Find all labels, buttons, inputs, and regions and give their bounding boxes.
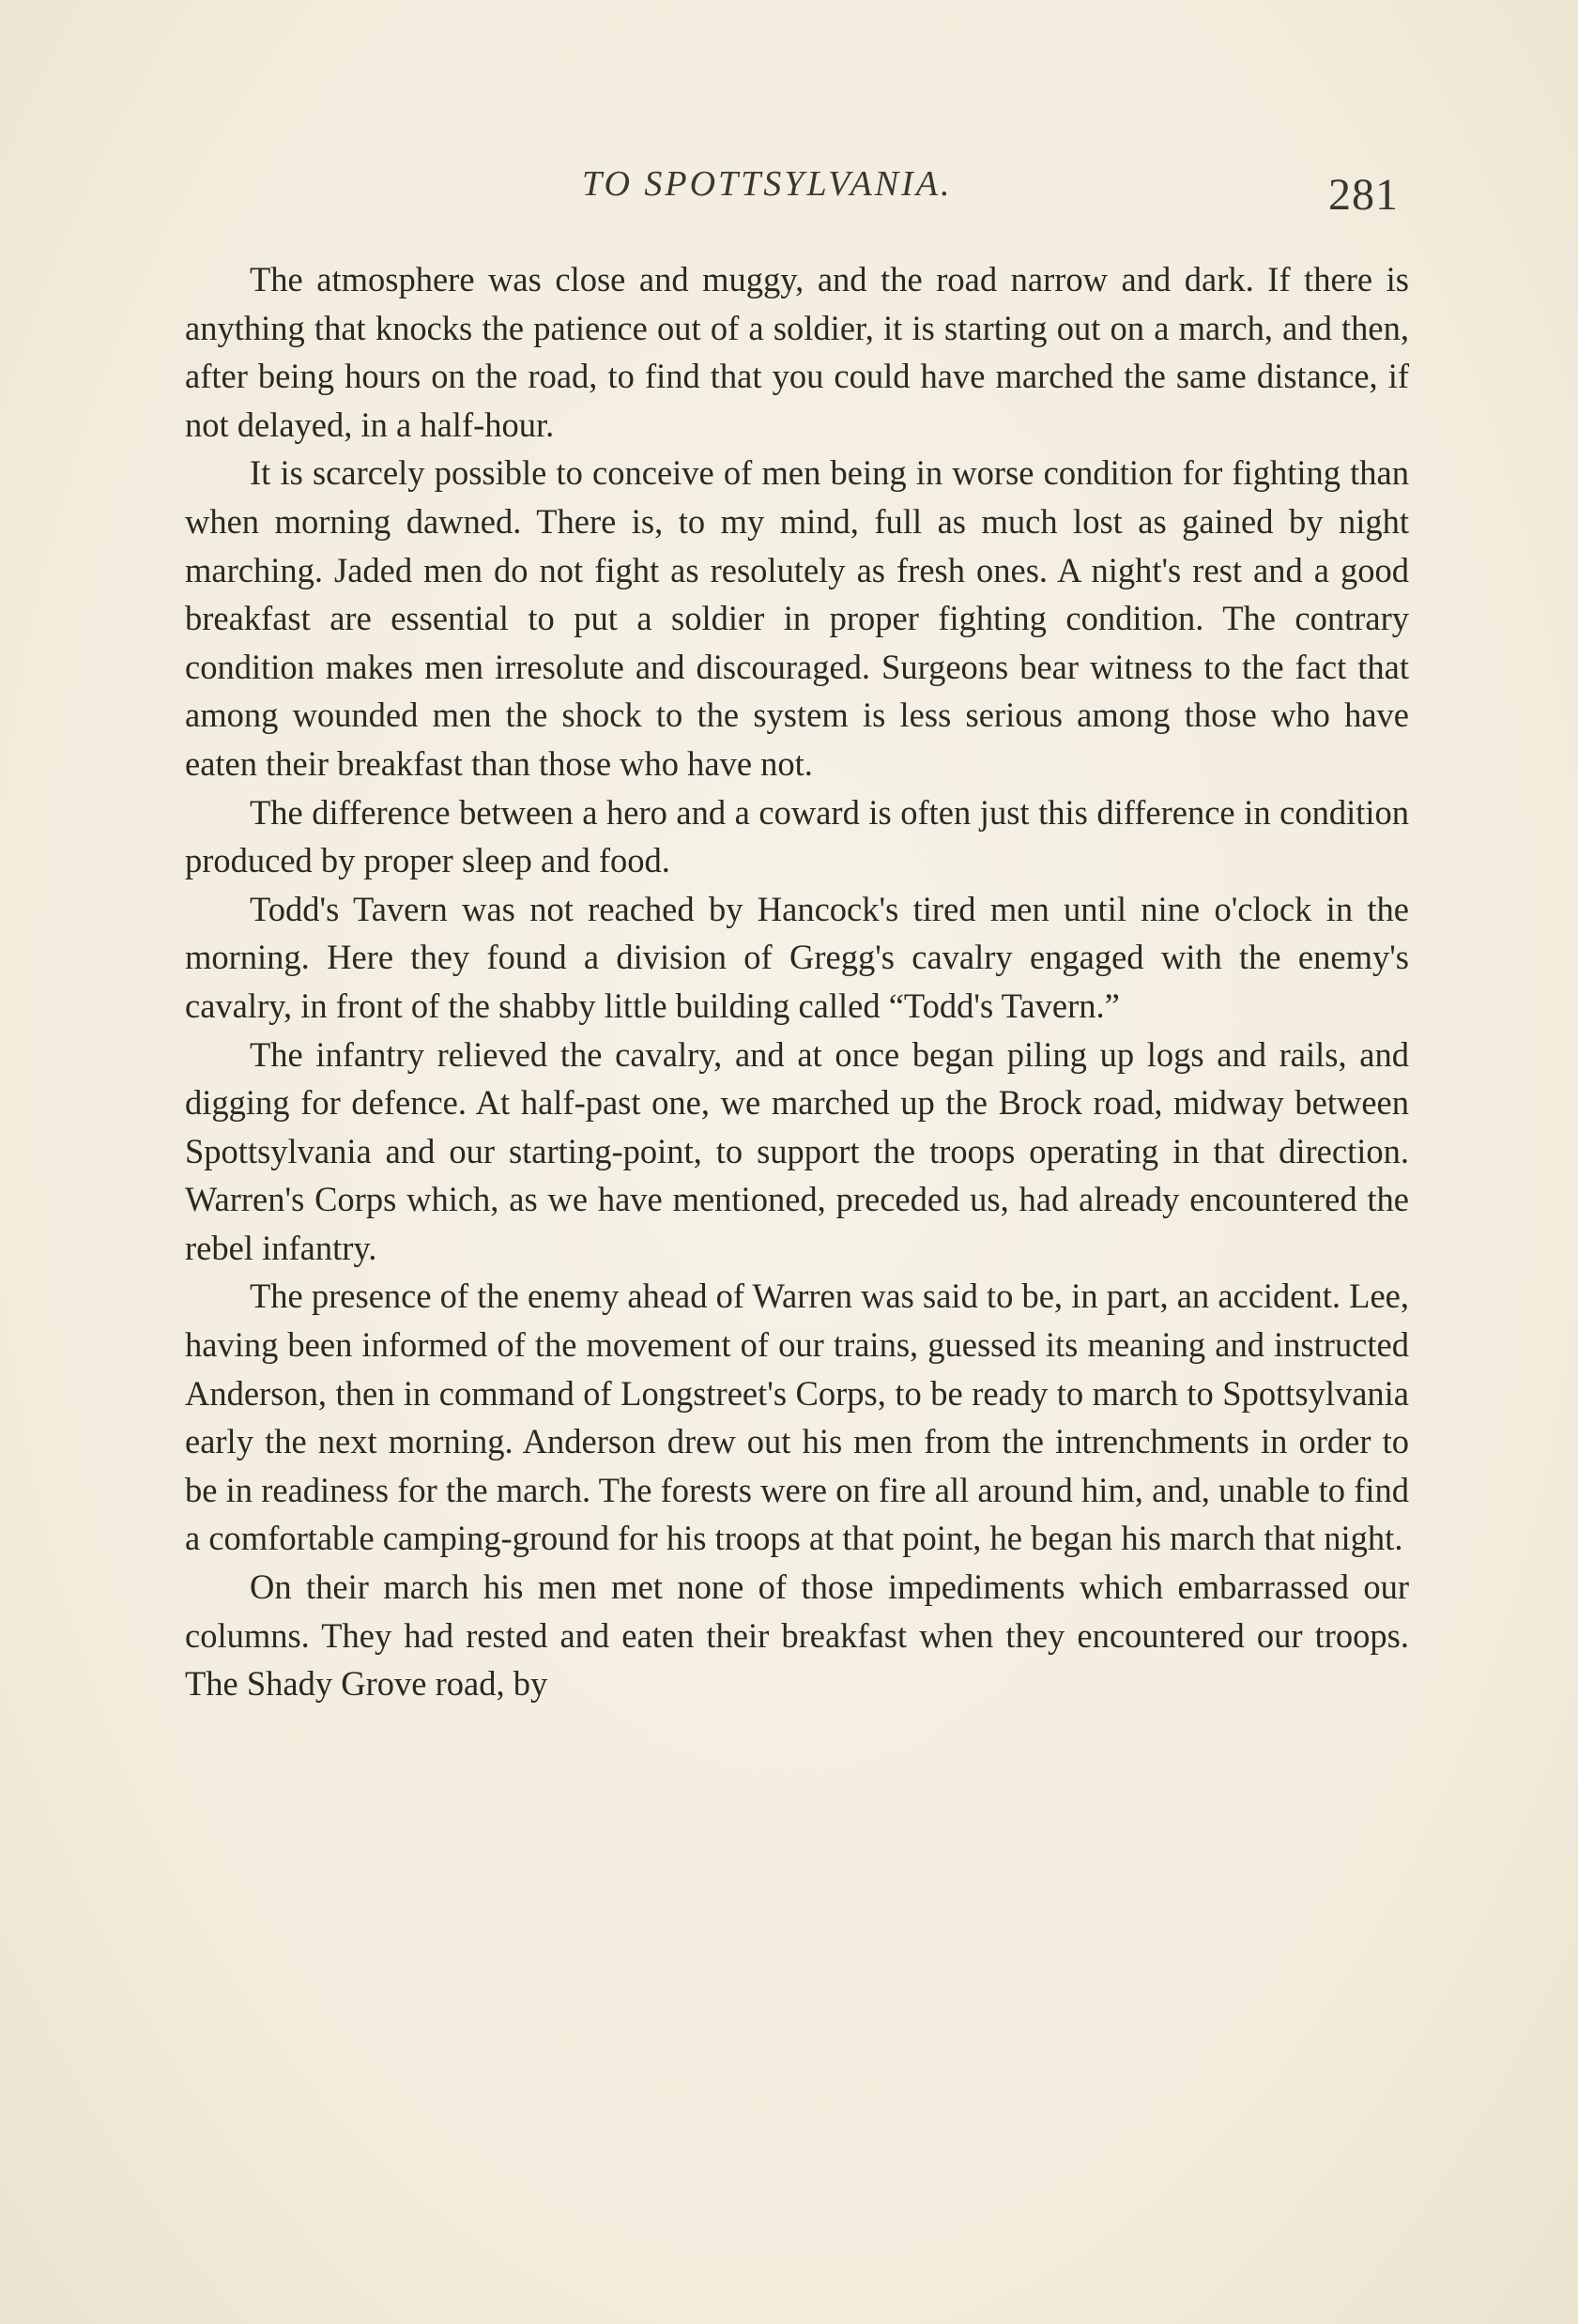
paragraph: The difference between a hero and a coward is often just this difference in condition produced by proper sleep and food.	[185, 792, 1409, 880]
paragraph: The atmosphere was close and muggy, and the road narrow and dark. If there is anything that knocks the patience out of a soldier, it is starting out on a march, and then, after being hours on the road, to find that you could have marched the same distance, if not delayed, in a half-hour.	[185, 260, 1409, 444]
paragraph: On their march his men met none of those impediments which embarrassed our columns. They had rested and eaten their breakfast when they encountered our troops. The Shady Grove road, by	[185, 1567, 1409, 1704]
running-head: TO SPOTTSYLVANIA.	[582, 164, 953, 204]
page-number: 281	[1328, 170, 1399, 220]
paragraph: The infantry relieved the cavalry, and at once began piling up logs and rails, and digging for defence. At half-past one, we marched up the Brock road, midway between Spottsylvania and our starting-point, to support the troops operating in that direction. Warren's Corps which, as we have mentioned, preceded us, had already encountered the rebel infantry.	[185, 1034, 1409, 1267]
paragraph: The presence of the enemy ahead of Warren was said to be, in part, an accident. Lee, having been informed of the movement of our trains, guessed its meaning and instructed Anderson, then in command of Longstreet's Corps, to be ready to march to Spottsylvania early the next morning. Anderson drew out his men from the intrenchments in order to be in readiness for the march. The forests were on fire all around him, and, unable to find a comfortable camping-ground for his troops at that point, he began his march that night.	[185, 1277, 1409, 1558]
paragraph: It is scarcely possible to conceive of men being in worse condition for fighting than when morning dawned. There is, to my mind, full as much lost as gained by night marching. Jaded men do not fight as resolutely as fresh ones. A night's rest and a good breakfast are essential to put a soldier in proper fighting condition. The contrary condition makes men irresolute and discouraged. Surgeons bear witness to the fact that among wounded men the shock to the system is less serious among those who have eaten their breakfast than those who have not.	[185, 453, 1409, 783]
paragraph: Todd's Tavern was not reached by Hancock's tired men until nine o'clock in the morning. Here they found a division of Gregg's cavalry engaged with the enemy's cavalry, in front of the shabby little building called “Todd's Tavern.”	[185, 889, 1409, 1025]
body-text	[185, 255, 1409, 1708]
